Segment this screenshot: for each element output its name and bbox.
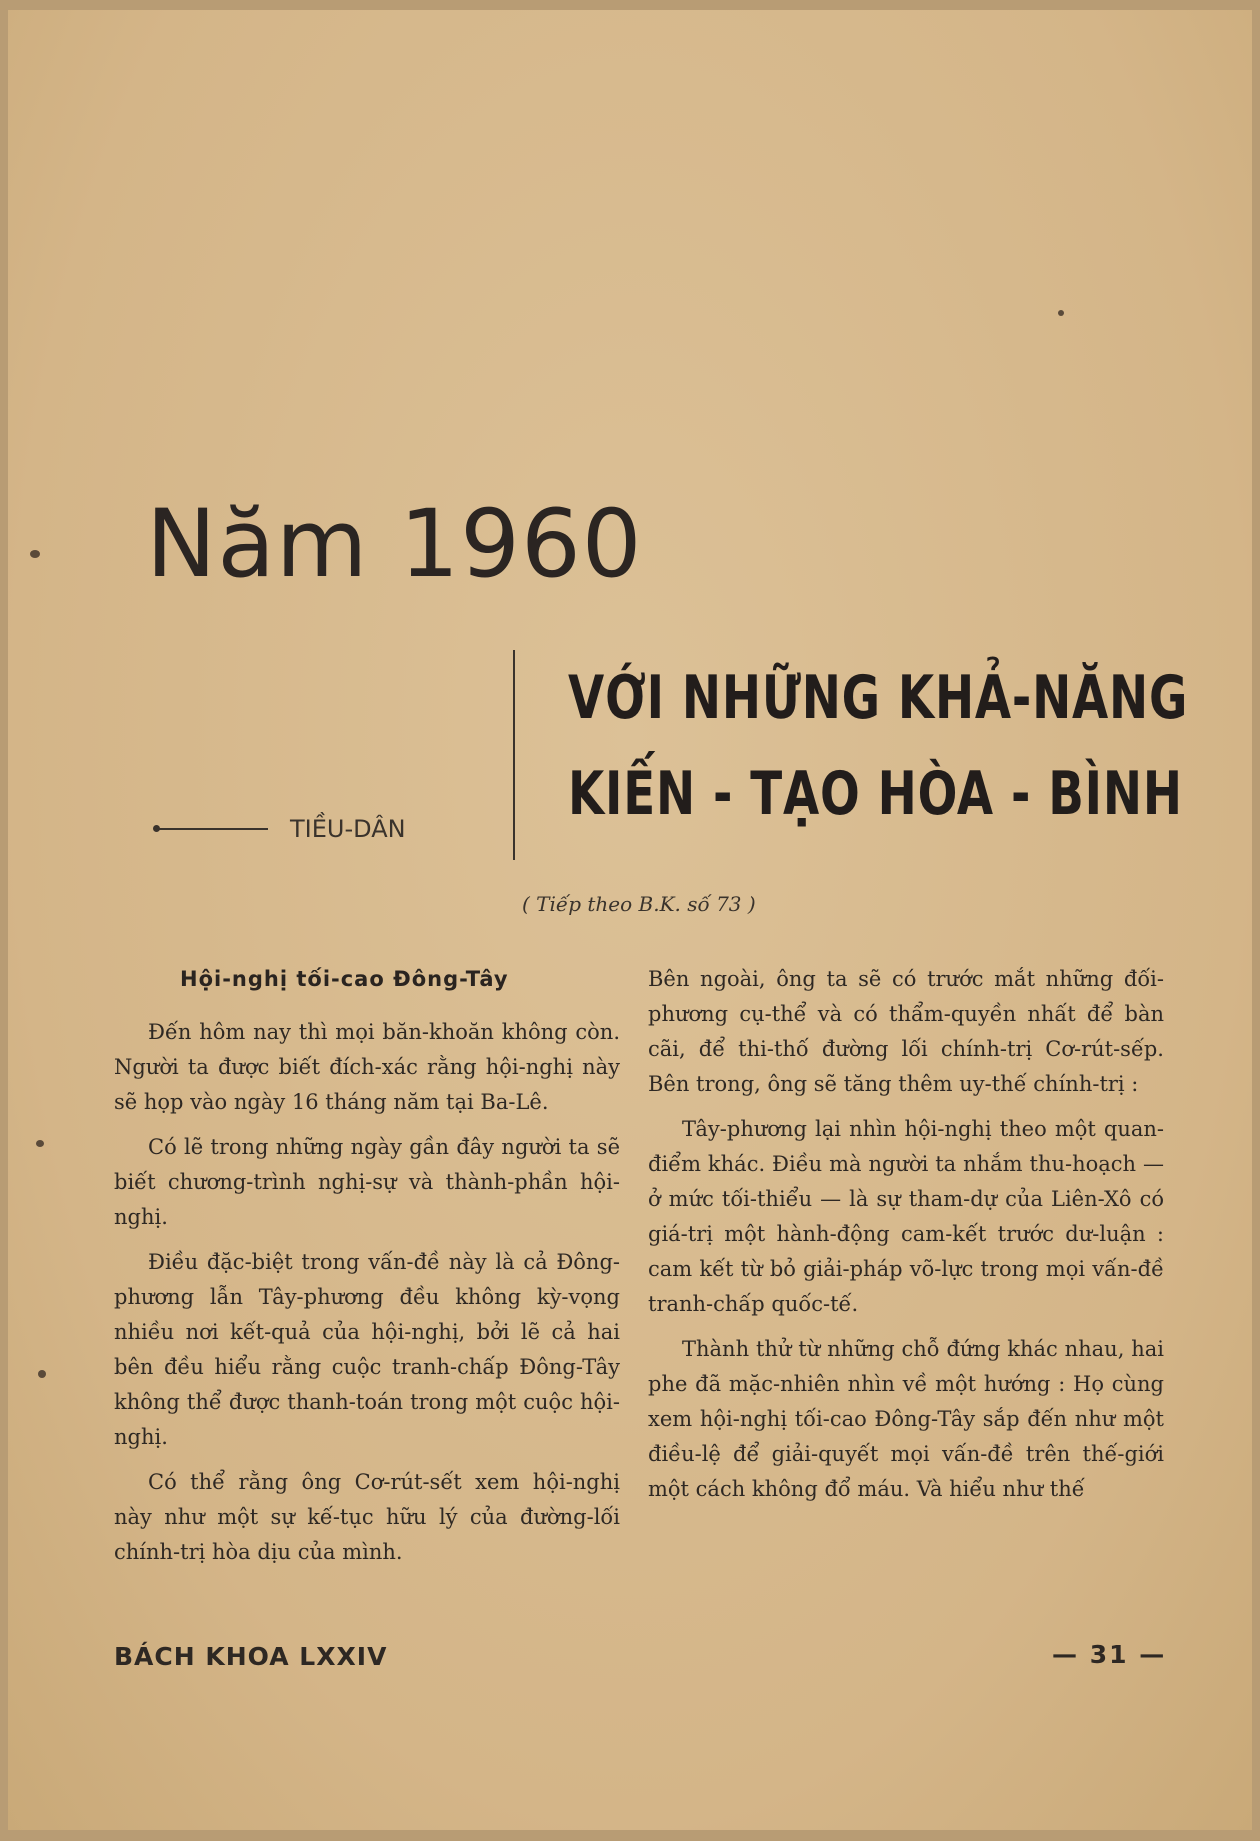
ink-spot	[38, 1370, 46, 1378]
continued-note: ( Tiếp theo B.K. số 73 )	[522, 892, 756, 916]
paragraph: Thành thử từ những chỗ đứng khác nhau, hai phe đã mặc-nhiên nhìn về một hướng : Họ cùng xem hội-nghị tối-cao Đông-Tây sắp đến như một điều-lệ để giải-quyết mọi vấn-đề trên thế-giới một cách không đổ máu. Và hiểu như thế	[648, 1337, 1164, 1501]
paragraph: Đến hôm nay thì mọi băn-khoăn không còn. Người ta được biết đích-xác rằng hội-nghị này sẽ họp vào ngày 16 tháng năm tại Ba-Lê.	[114, 1020, 620, 1114]
page-number: — 31 —	[1052, 1640, 1167, 1669]
title-divider	[513, 650, 515, 860]
headline-line-1: VỚI NHỮNG KHẢ-NĂNG	[568, 663, 1189, 733]
section-heading: Hội-nghị tối-cao Đông-Tây	[180, 967, 509, 991]
paragraph: Điều đặc-biệt trong vấn-đề này là cả Đông-phương lẫn Tây-phương đều không kỳ-vọng nhiều nơi kết-quả của hội-nghị, bởi lẽ cả hai bên đều hiểu rằng cuộc tranh-chấp Đông-Tây không thể được thanh-toán trong một cuộc hội-nghị.	[114, 1250, 620, 1449]
paragraph: Bên ngoài, ông ta sẽ có trước mắt những đối-phương cụ-thể và có thẩm-quyền nhất để bàn cãi, để thi-thố đường lối chính-trị Cơ-rút-sếp. Bên trong, ông sẽ tăng thêm uy-thế chính-trị :	[648, 967, 1164, 1096]
ink-spot	[36, 1140, 44, 1147]
paragraph: Tây-phương lại nhìn hội-nghị theo một quan-điểm khác. Điều mà người ta nhắm thu-hoạch — ở mức tối-thiểu — là sự tham-dự của Liên-Xô có giá-trị một hành-động cam-kết trước dư-luận : cam kết từ bỏ giải-pháp võ-lực trong mọi vấn-đề tranh-chấp quốc-tế.	[648, 1117, 1164, 1316]
paragraph: Có thể rằng ông Cơ-rút-sết xem hội-nghị này như một sự kế-tục hữu lý của đường-lối chính-trị hòa dịu của mình.	[114, 1470, 620, 1564]
left-column	[114, 962, 620, 1580]
publication-name: BÁCH KHOA LXXIV	[114, 1642, 388, 1671]
author-name: TIỀU-DÂN	[290, 815, 406, 843]
ink-spot	[1058, 310, 1064, 316]
article-title: Năm 1960	[146, 490, 643, 599]
right-column	[648, 962, 1164, 1517]
ink-spot	[30, 550, 40, 558]
paragraph: Có lẽ trong những ngày gần đây người ta sẽ biết chương-trình nghị-sự và thành-phần hội-nghị.	[114, 1135, 620, 1229]
headline-line-2: KIẾN - TẠO HÒA - BÌNH	[568, 759, 1183, 829]
author-dash	[158, 828, 268, 830]
magazine-page	[8, 10, 1252, 1830]
author-line	[158, 815, 488, 843]
article-headline	[568, 650, 1189, 842]
